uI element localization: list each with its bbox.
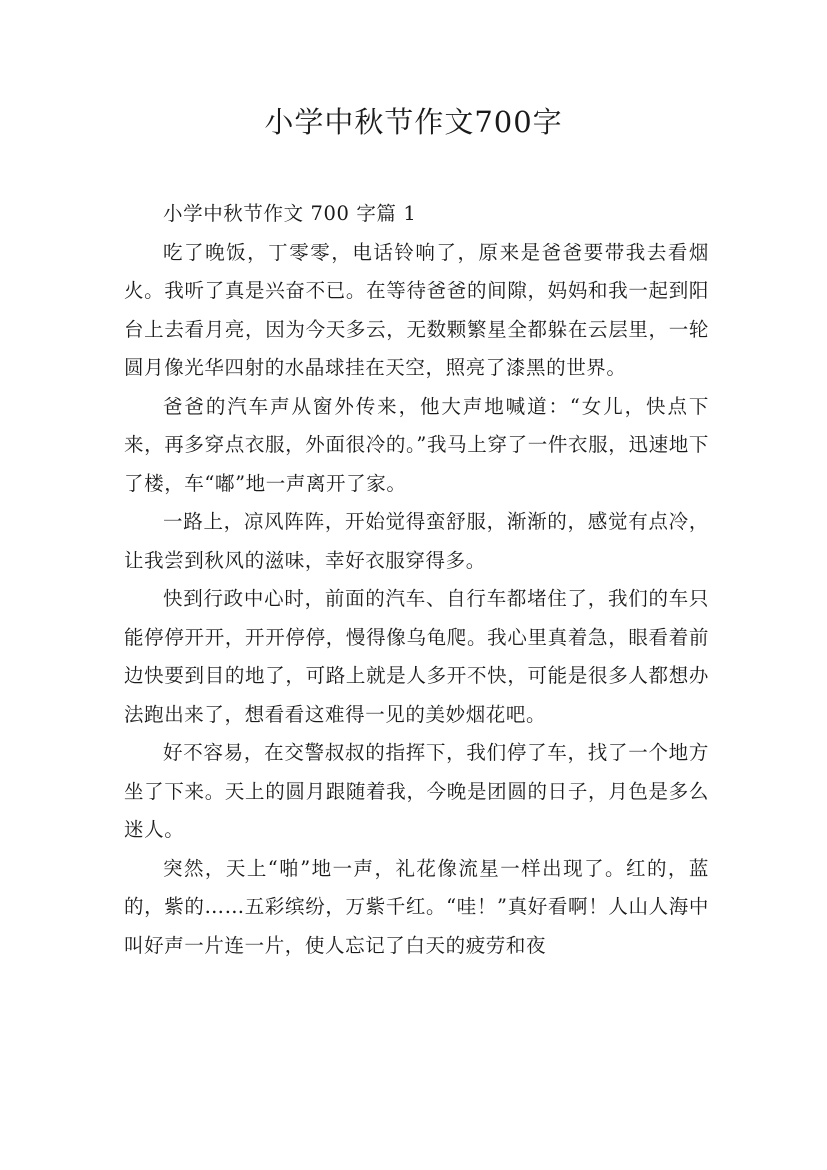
paragraph: 一路上，凉风阵阵，开始觉得蛮舒服，渐渐的，感觉有点冷，让我尝到秋风的滋味，幸好衣服穿得多。: [124, 510, 709, 572]
paragraph: 突然，天上“啪”地一声，礼花像流星一样出现了。红的，蓝的，紫的……五彩缤纷，万紫千红。“哇！”真好看啊！人山人海中叫好声一片连一片，使人忘记了白天的疲劳和夜: [124, 856, 709, 957]
document-body: [124, 195, 709, 965]
paragraph: 好不容易，在交警叔叔的指挥下，我们停了车，找了一个地方坐了下来。天上的圆月跟随着我，今晚是团圆的日子，月色是多么迷人。: [124, 741, 709, 841]
paragraph: 快到行政中心时，前面的汽车、自行车都堵住了，我们的车只能停停开开，开开停停，慢得像乌龟爬。我心里真着急，眼看着前边快要到目的地了，可路上就是人多开不快，可能是很多人都想办法跑出来了，想看看这难得一见的美妙烟花吧。: [124, 587, 709, 726]
paragraph: 爸爸的汽车声从窗外传来，他大声地喊道：“女儿，快点下来，再多穿点衣服，外面很冷的。”我马上穿了一件衣服，迅速地下了楼，车“嘟”地一声离开了家。: [124, 394, 709, 495]
section-heading: 小学中秋节作文 700 字篇 1: [163, 202, 417, 225]
document-title: 小学中秋节作文700字: [264, 105, 563, 139]
paragraph: 吃了晚饭，丁零零，电话铃响了，原来是爸爸要带我去看烟火。我听了真是兴奋不已。在等待爸爸的间隙，妈妈和我一起到阳台上去看月亮，因为今天多云，无数颗繁星全都躲在云层里，一轮圆月像光华四射的水晶球挂在天空，照亮了漆黑的世界。: [124, 240, 709, 379]
